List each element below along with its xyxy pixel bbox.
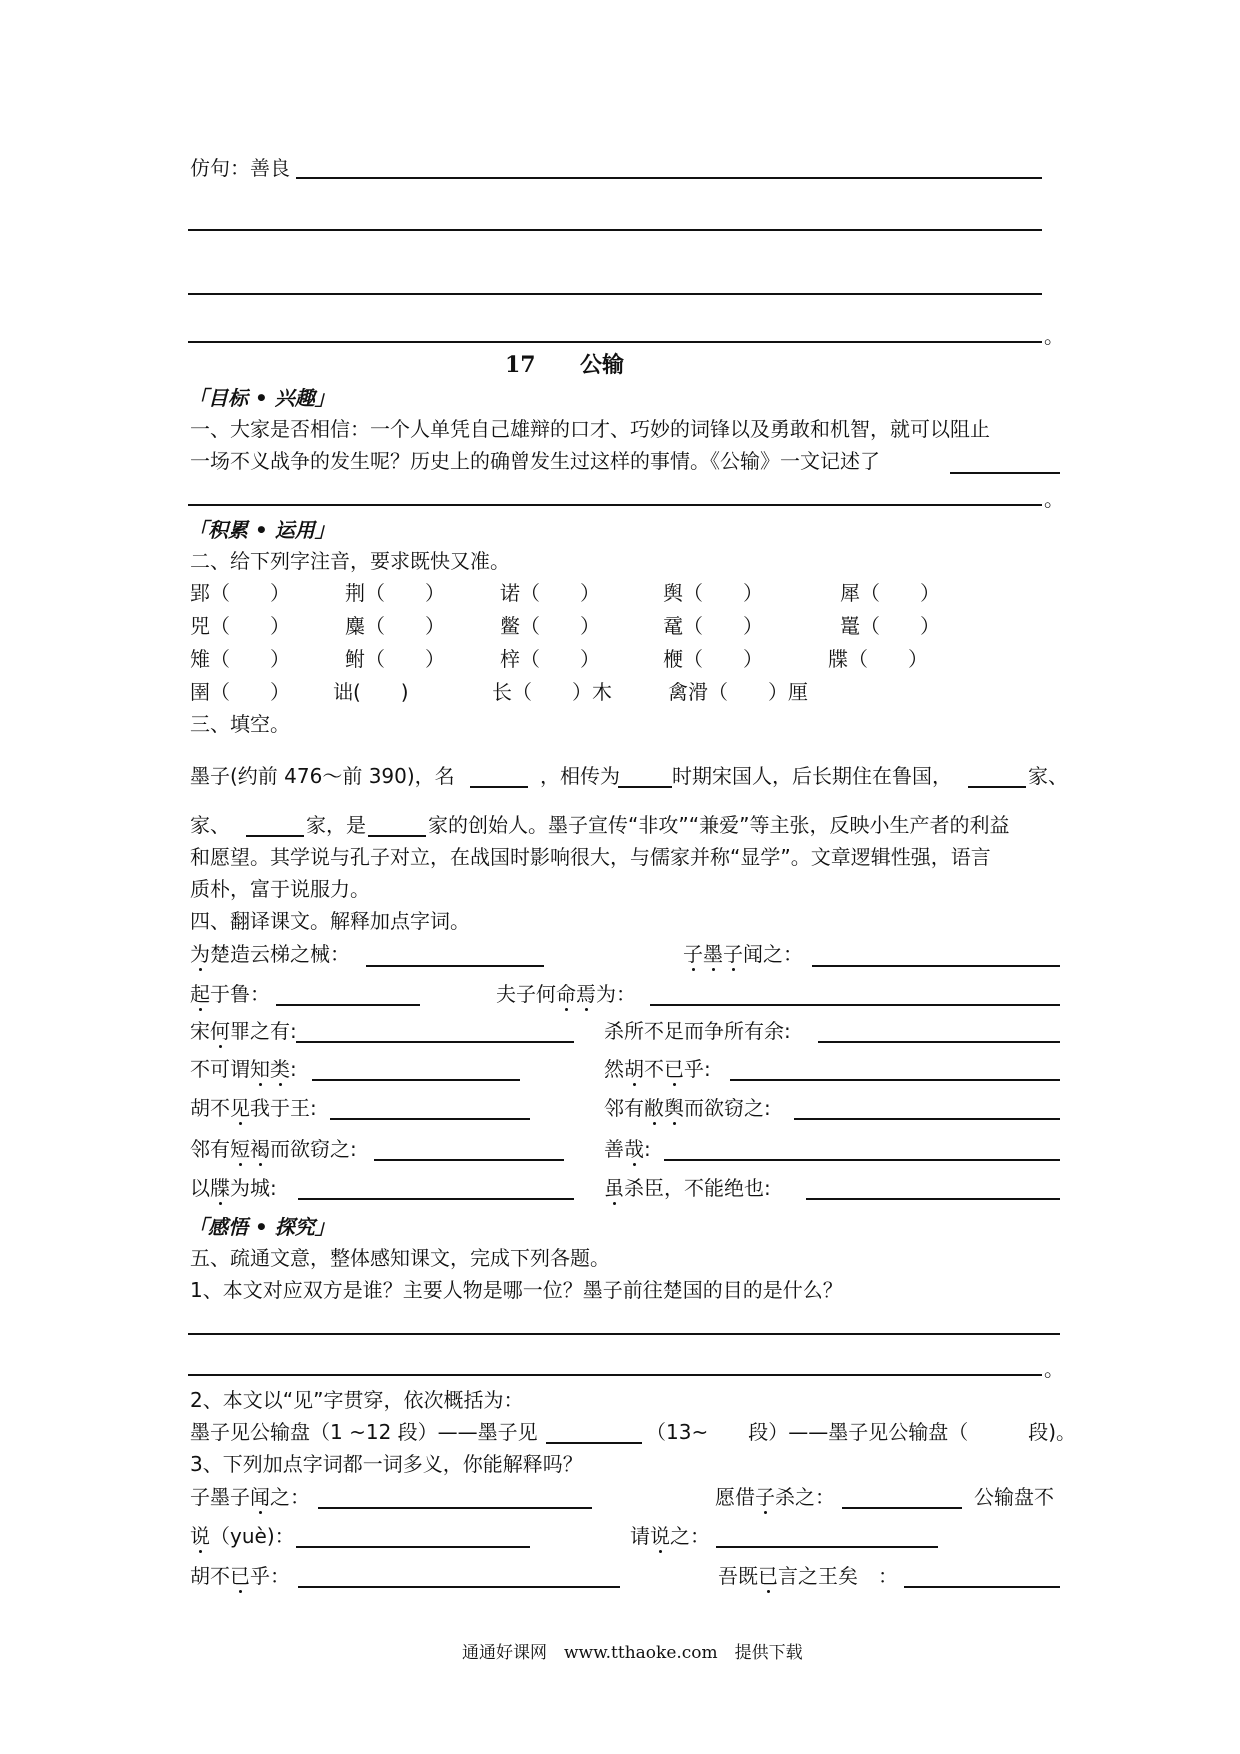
imitation-label: 仿句：善良	[190, 156, 290, 180]
question-5-title: 五、疏通文意，整体感知课文，完成下列各题。	[190, 1246, 610, 1270]
translation-item: 邻有短褐而欲窃之:	[190, 1137, 357, 1161]
pinyin-item: 鼋（ ）	[663, 614, 763, 638]
question-5-2: 2、本文以“见”字贯穿，依次概括为：	[190, 1388, 524, 1412]
answer-line	[794, 1118, 1060, 1120]
answer-line	[188, 293, 1042, 295]
polysemy-item: 公输盘不	[974, 1485, 1054, 1509]
answer-line	[188, 341, 1042, 343]
translation-item: 虽杀臣，不能绝也:	[604, 1176, 771, 1200]
lesson-number: 17	[505, 352, 536, 378]
answer-blank	[618, 786, 672, 788]
dotted-char: 子	[723, 942, 743, 966]
dotted-char: 起	[190, 982, 210, 1006]
answer-line	[716, 1546, 938, 1548]
translation-item: 胡不见我于王:	[190, 1096, 317, 1120]
polysemy-item: 吾既已言之王矣 ：	[718, 1564, 898, 1588]
pinyin-item: 雉（ ）	[190, 647, 290, 671]
answer-line	[296, 1041, 574, 1043]
pinyin-item: 诺（ ）	[500, 581, 600, 605]
answer-line	[276, 1004, 420, 1006]
summary-text: 墨子见公输盘（1 ~12 段）——墨子见	[190, 1420, 538, 1444]
fill-text: 墨子(约前 476～前 390)，名	[190, 764, 455, 788]
question-1-line-2: 一场不义战争的发生呢？历史上的确曾发生过这样的事情。《公输》一文记述了	[190, 449, 880, 473]
dotted-char: 褐	[250, 1137, 270, 1161]
polysemy-item: 说（yuè)：	[190, 1524, 295, 1548]
polysemy-item: 胡不已乎：	[190, 1564, 290, 1588]
translation-item: 邻有敝舆而欲窃之:	[604, 1096, 771, 1120]
dotted-char: 说	[190, 1524, 210, 1548]
dotted-char: 命	[556, 982, 576, 1006]
dotted-char: 哉	[624, 1137, 644, 1161]
answer-line	[298, 1198, 574, 1200]
question-1-line-1: 一、大家是否相信：一个人单凭自己雄辩的口才、巧妙的词锋以及勇敢和机智，就可以阻止	[190, 417, 990, 441]
dotted-char: 墨	[703, 942, 723, 966]
pinyin-item: 梓（ ）	[500, 647, 600, 671]
answer-line	[818, 1041, 1060, 1043]
answer-line	[812, 965, 1060, 967]
pinyin-item: 犀（ ）	[840, 581, 940, 605]
pinyin-item: 麋（ ）	[345, 614, 445, 638]
fill-text: 质朴，富于说服力。	[190, 877, 370, 901]
lesson-title: 公输	[580, 352, 625, 378]
fill-text: 时期宋国人，后长期住在鲁国，	[672, 764, 952, 788]
dotted-char: 已	[230, 1564, 250, 1588]
dotted-char: 类	[270, 1057, 290, 1081]
translation-item: 宋何罪之有:	[190, 1019, 297, 1043]
dotted-char: 舆	[664, 1096, 684, 1120]
answer-line	[366, 965, 544, 967]
translation-item	[190, 941, 350, 967]
period: 。	[1044, 324, 1064, 348]
pinyin-item: 郢（ ）	[190, 581, 290, 605]
pinyin-item: 禽滑（ ）厘	[668, 680, 808, 704]
pinyin-item: 荆（ ）	[345, 581, 445, 605]
question-3-title: 三、填空。	[190, 712, 290, 736]
pinyin-item: 诎( )	[333, 680, 409, 704]
answer-line	[842, 1507, 962, 1509]
answer-line	[312, 1079, 520, 1081]
answer-line	[330, 1118, 530, 1120]
polysemy-item: 子墨子闻之：	[190, 1485, 310, 1509]
translation-item: 善哉:	[604, 1137, 651, 1161]
dotted-char: 敝	[644, 1096, 664, 1120]
answer-line	[950, 472, 1060, 474]
answer-line	[806, 1198, 1060, 1200]
section-heading-inquiry: 「感悟 • 探究」	[188, 1215, 335, 1239]
polysemy-item: 愿借子杀之：	[715, 1485, 835, 1509]
translation-item: 起于鲁：	[190, 982, 270, 1006]
section-heading-accumulation: 「积累 • 运用」	[188, 518, 335, 542]
answer-line	[730, 1079, 1060, 1081]
footer-text: 通通好课网 www.tthaoke.com 提供下载	[462, 1643, 803, 1663]
dotted-char: 闻	[250, 1485, 270, 1509]
dotted-char: 知	[250, 1057, 270, 1081]
answer-line	[296, 1546, 530, 1548]
fill-text: 家、	[1028, 764, 1068, 788]
question-2-title: 二、给下列字注音，要求既快又准。	[190, 549, 510, 573]
translation-item: 杀所不足而争所有余:	[604, 1019, 791, 1043]
dotted-char: 何	[210, 1019, 230, 1043]
answer-blank	[968, 786, 1026, 788]
summary-text: （13~ 段）——墨子见公输盘（ 段)。	[646, 1420, 1077, 1444]
answer-line	[374, 1159, 564, 1161]
dotted-char: 焉	[576, 982, 596, 1006]
dotted-char: 为	[190, 942, 210, 966]
translation-item: 然胡不已乎:	[604, 1057, 711, 1081]
dotted-char: 说	[650, 1524, 670, 1548]
translation-item: 子墨子闻之：	[683, 942, 803, 966]
dotted-char: 已	[664, 1057, 684, 1081]
translation-item: 以牒为城:	[190, 1176, 277, 1200]
section-heading-goals: 「目标 • 兴趣」	[188, 386, 335, 410]
pinyin-item: 楩（ ）	[663, 647, 763, 671]
polysemy-item: 请说之：	[630, 1524, 710, 1548]
pinyin-item: 鲋（ ）	[345, 647, 445, 671]
dotted-char: 牒	[210, 1176, 230, 1200]
answer-line	[318, 1507, 592, 1509]
question-4-title: 四、翻译课文。解释加点字词。	[190, 909, 470, 933]
answer-blank	[246, 835, 304, 837]
dotted-char: 见	[230, 1096, 250, 1120]
answer-line	[188, 1333, 1060, 1335]
answer-line	[298, 1586, 620, 1588]
dotted-char: 已	[758, 1564, 778, 1588]
fill-text: 家的创始人。墨子宣传“非攻”“兼爱”等主张，反映小生产者的利益	[428, 813, 1010, 837]
answer-line	[904, 1586, 1060, 1588]
answer-blank	[546, 1442, 642, 1444]
dotted-char: 胡	[624, 1057, 644, 1081]
fill-text: 和愿望。其学说与孔子对立，在战国时影响很大，与儒家并称“显学”。文章逻辑性强，语言	[190, 845, 991, 869]
pinyin-item: 舆（ ）	[663, 581, 763, 605]
translation-item: 不可谓知类:	[190, 1057, 297, 1081]
fill-text: 家、	[190, 813, 230, 837]
dotted-char: 子	[683, 942, 703, 966]
answer-line	[296, 177, 1042, 179]
fill-text: ，相传为	[540, 764, 620, 788]
pinyin-item: 长（ ）木	[492, 680, 612, 704]
answer-line	[650, 1004, 1060, 1006]
period: 。	[1044, 1357, 1064, 1381]
pinyin-item: 鼍（ ）	[840, 614, 940, 638]
pinyin-item: 鳖（ ）	[500, 614, 600, 638]
answer-line	[188, 1374, 1042, 1376]
answer-blank	[470, 786, 528, 788]
pinyin-item: 圉（ ）	[190, 680, 290, 704]
pinyin-item: 牒（ ）	[828, 647, 928, 671]
period: 。	[1044, 487, 1064, 511]
question-5-1: 1、本文对应双方是谁？主要人物是哪一位？墨子前往楚国的目的是什么？	[190, 1278, 843, 1302]
answer-line	[664, 1159, 1060, 1161]
dotted-char: 子	[755, 1485, 775, 1509]
answer-blank	[368, 835, 426, 837]
answer-line	[188, 504, 1042, 506]
translation-item-text: 楚造云梯之械：	[210, 942, 350, 966]
dotted-char: 短	[230, 1137, 250, 1161]
question-5-3: 3、下列加点字词都一词多义，你能解释吗？	[190, 1452, 583, 1476]
answer-line	[188, 229, 1042, 231]
dotted-char: 虽	[604, 1176, 624, 1200]
pinyin-item: 兕（ ）	[190, 614, 290, 638]
fill-text: 家，是	[306, 813, 366, 837]
translation-item: 夫子何命焉为：	[496, 982, 636, 1006]
